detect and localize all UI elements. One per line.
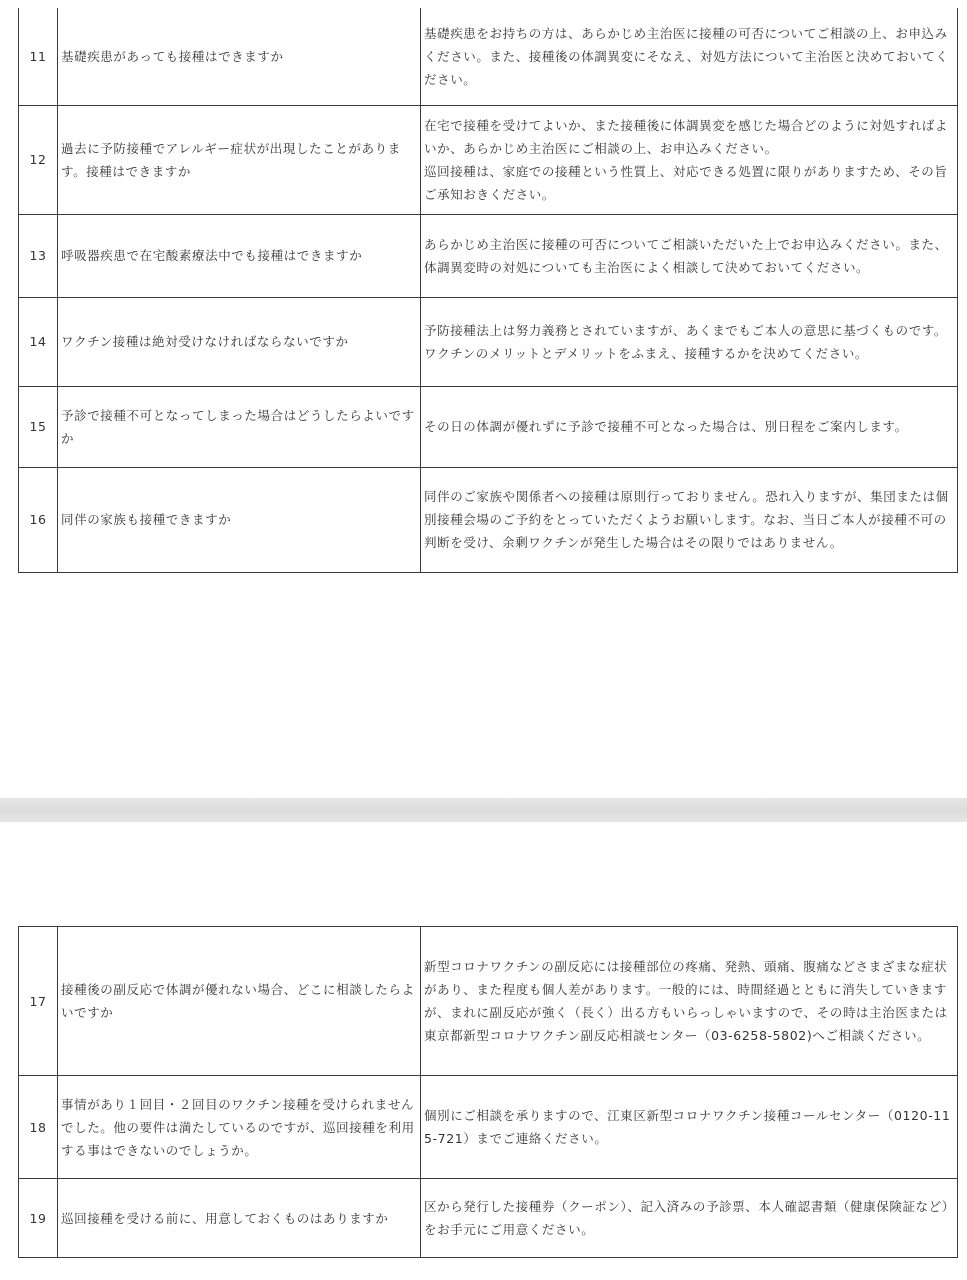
faq-number: 12 (19, 105, 58, 214)
faq-question: 接種後の副反応で体調が優れない場合、どこに相談したらよいですか (58, 927, 421, 1076)
faq-answer: 予防接種法上は努力義務とされていますが、あくまでもご本人の意思に基づくものです。ワクチンのメリットとデメリットをふまえ、接種するかを決めてください。 (421, 297, 958, 386)
table-row (19, 297, 958, 386)
faq-answer: 区から発行した接種券（クーポン）、記入済みの予診票、本人確認書類（健康保険証など）をお手元にご用意ください。 (421, 1179, 958, 1258)
faq-answer: 個別にご相談を承りますので、江東区新型コロナワクチン接種コールセンター（0120-115-721）までご連絡ください。 (421, 1076, 958, 1179)
table-row (19, 467, 958, 572)
faq-number: 17 (19, 927, 58, 1076)
faq-question: 過去に予防接種でアレルギー症状が出現したことがあります。接種はできますか (58, 105, 421, 214)
faq-question: 事情があり１回目・２回目のワクチン接種を受けられませんでした。他の要件は満たしているのですが、巡回接種を利用する事はできないのでしょうか。 (58, 1076, 421, 1179)
faq-number: 11 (19, 8, 58, 105)
faq-answer-paragraph: 在宅で接種を受けてよいか、また接種後に体調異変を感じた場合どのように対処すればよいか、あらかじめ主治医にご相談の上、お申込みください。 (424, 117, 949, 156)
table-row (19, 214, 958, 297)
faq-number: 18 (19, 1076, 58, 1179)
faq-number: 14 (19, 297, 58, 386)
page-separator (0, 798, 967, 822)
faq-question: 呼吸器疾患で在宅酸素療法中でも接種はできますか (58, 214, 421, 297)
faq-number: 15 (19, 386, 58, 467)
faq-answer (421, 105, 958, 214)
table-row (19, 1076, 958, 1179)
table-row (19, 105, 958, 214)
faq-answer-paragraph: 巡回接種は、家庭での接種という性質上、対応できる処置に限りがありますため、その旨ご承知おきください。 (424, 163, 948, 202)
faq-question: 基礎疾患があっても接種はできますか (58, 8, 421, 105)
table-row (19, 386, 958, 467)
faq-number: 13 (19, 214, 58, 297)
faq-number: 16 (19, 467, 58, 572)
table-row (19, 1179, 958, 1258)
faq-question: 巡回接種を受ける前に、用意しておくものはありますか (58, 1179, 421, 1258)
faq-answer: 基礎疾患をお持ちの方は、あらかじめ主治医に接種の可否についてご相談の上、お申込みください。また、接種後の体調異変にそなえ、対処方法について主治医と決めておいてください。 (421, 8, 958, 105)
table-row (19, 8, 958, 105)
faq-table-page-2 (18, 926, 958, 1258)
faq-answer: 同伴のご家族や関係者への接種は原則行っておりません。恐れ入りますが、集団または個別接種会場のご予約をとっていただくようお願いします。なお、当日ご本人が接種不可の判断を受け、余剰ワクチンが発生した場合はその限りではありません。 (421, 467, 958, 572)
faq-answer: その日の体調が優れずに予診で接種不可となった場合は、別日程をご案内します。 (421, 386, 958, 467)
faq-answer: 新型コロナワクチンの副反応には接種部位の疼痛、発熱、頭痛、腹痛などさまざまな症状があり、また程度も個人差があります。一般的には、時間経過とともに消失していきますが、まれに副反応が強く（長く）出る方もいらっしゃいますので、その時は主治医または東京都新型コロナワクチン副反応相談センター（03-6258-5802)へご相談ください。 (421, 927, 958, 1076)
faq-question: 同伴の家族も接種できますか (58, 467, 421, 572)
faq-table-page-1 (18, 8, 958, 573)
faq-question: ワクチン接種は絶対受けなければならないですか (58, 297, 421, 386)
document-page-2 (0, 822, 967, 1280)
faq-question: 予診で接種不可となってしまった場合はどうしたらよいですか (58, 386, 421, 467)
table-row (19, 927, 958, 1076)
faq-answer: あらかじめ主治医に接種の可否についてご相談いただいた上でお申込みください。また、体調異変時の対処についても主治医によく相談して決めておいてください。 (421, 214, 958, 297)
faq-number: 19 (19, 1179, 58, 1258)
